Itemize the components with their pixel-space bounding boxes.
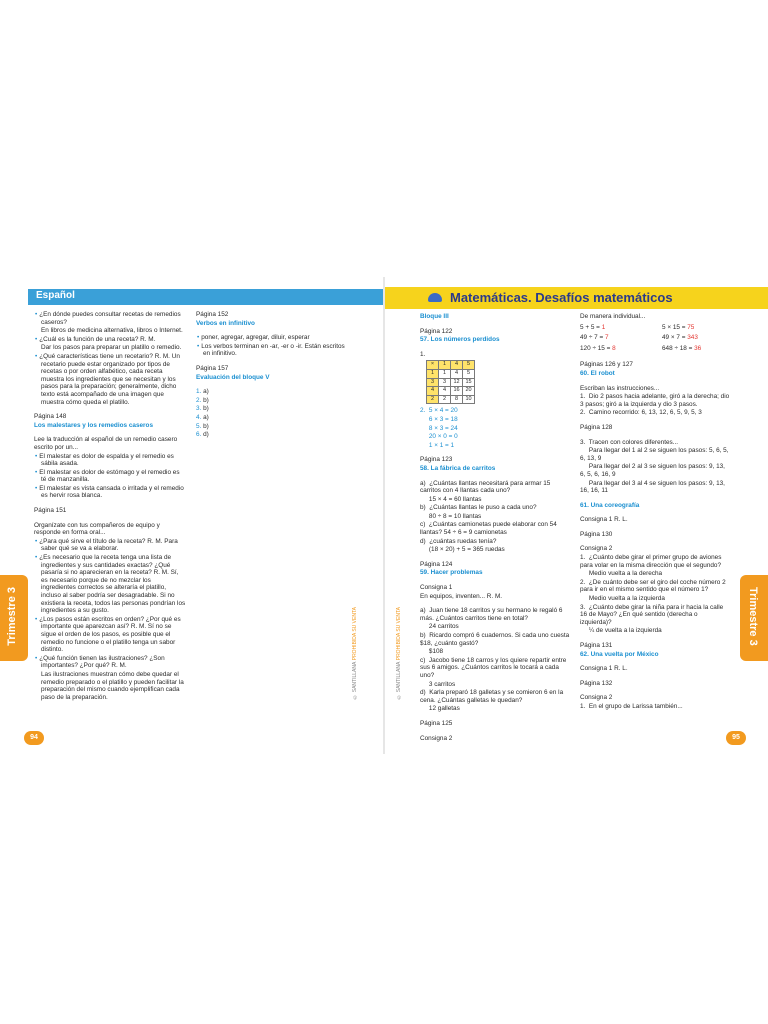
section-heading: 60. El robot	[580, 369, 615, 377]
equation-result: 7	[605, 334, 609, 342]
table-cell: 12	[451, 378, 463, 387]
table-cell: 4	[439, 387, 451, 396]
text-line: Medio vuelta a la derecha	[580, 570, 663, 578]
spanish-header-title: Español	[36, 290, 75, 301]
answer-item	[196, 405, 346, 413]
left-trimester-label: Trimestre 3	[6, 587, 18, 646]
math-header-title: Matemáticas. Desafíos matemáticos	[450, 290, 673, 305]
text-line: 1. En el grupo de Larissa también...	[580, 702, 683, 710]
left-vertical-credit: © SANTILLANA PROHIBIDA SU VENTA	[352, 607, 358, 700]
text-line: Escriban las instrucciones...	[580, 384, 660, 392]
text-line: (18 × 20) + 5 = 365 ruedas	[420, 546, 505, 554]
equation	[662, 324, 730, 332]
equation	[662, 334, 730, 342]
text-line: a) ¿Cuántas llantas necesitará para armar 15 carritos con 4 llantas cada uno?	[420, 479, 553, 495]
table-cell: 1	[439, 369, 451, 378]
text-line: 2. ¿De cuánto debe ser el giro del coche número 2 para ir en el mismo sentido que el número 1?	[580, 578, 728, 594]
book-spread	[0, 277, 768, 754]
section-heading: 61. Una coreografía	[580, 501, 640, 509]
equation	[580, 345, 648, 353]
answer-value: b)	[203, 422, 209, 430]
text-line: Consigna 1 R. L.	[580, 516, 628, 524]
answer-text: Dar los pasos para preparar un platillo o remedio.	[41, 344, 182, 352]
equation-expr: 120 ÷ 15 =	[580, 344, 613, 352]
text-line: 1.	[420, 350, 426, 358]
text-line: Consigna 2	[580, 694, 613, 702]
text-line: Página 151	[34, 507, 67, 515]
table-cell: 16	[451, 387, 463, 396]
text-line: 3 carritos	[420, 680, 456, 688]
equation-expr: 5 + 5 =	[580, 323, 602, 331]
text-line: Página 124	[420, 560, 453, 568]
bullet-item: • ¿Qué características tiene un recetario? R. M. Un recetario puede estar organizado por tipos de recetas o por orden alfabético, cada receta muestra los ingredientes que se necesitan y los pasos para la preparación; generalmente, dicho texto está acompañado de una imagen que muestra cómo queda el platillo.	[34, 353, 186, 406]
text-line: Medio vuelta a la izquierda	[580, 595, 665, 603]
bullet-item: • El malestar es dolor de estómago y el remedio es té de manzanilla.	[34, 469, 186, 484]
text-line: Para llegar del 2 al 3 se siguen los pasos: 9, 13, 6, 5, 6, 16, 9	[580, 463, 727, 478]
text-line: d) Karla preparó 18 galletas y se comieron 6 en la cena. ¿Cuántas galletas le quedan?	[420, 689, 565, 704]
text-line: 80 ÷ 8 = 10 llantas	[420, 512, 482, 520]
text-line: 3. Tracen con colores diferentes...	[580, 438, 679, 446]
math-header	[384, 287, 768, 309]
text-line: Consigna 1 R. L.	[580, 665, 628, 673]
text-line: Página 123	[420, 456, 453, 464]
left-column-1	[34, 311, 186, 702]
math-line: 1 × 1 = 1	[420, 441, 455, 449]
section-heading: Verbos en infinitivo	[196, 319, 255, 327]
text-line: Página 125	[420, 719, 453, 727]
bullet-item: • ¿Qué función tienen las ilustraciones? ¿Son importantes? ¿Por qué? R. M.	[34, 655, 186, 670]
section-heading: 58. La fábrica de carritos	[420, 464, 496, 472]
text-line: Organízate con tus compañeros de equipo y responde en forma oral...	[34, 521, 162, 537]
section-heading: Bloque III	[420, 313, 449, 320]
text-line: 1. ¿Cuánto debe girar el primer grupo de aviones para volar en la misma dirección que el segundo?	[580, 554, 724, 569]
text-line: 2. Camino recorrido: 6, 13, 12, 6, 5, 9, 5, 3	[580, 409, 702, 417]
equations-block	[580, 324, 730, 353]
right-trimester-tab	[740, 575, 768, 661]
answer-text: Las ilustraciones muestran cómo debe quedar el remedio preparado o el platillo y pueden facilitar la preparación del mismo cuando ejemplifican cada paso de la preparación.	[41, 670, 184, 701]
table-cell: 8	[451, 395, 463, 404]
equation-result: 36	[694, 344, 702, 352]
answer-value: d)	[203, 431, 209, 439]
answer-item	[196, 388, 346, 396]
section-heading: Evaluación del bloque V	[196, 373, 270, 381]
text-line: Consigna 2	[580, 545, 613, 553]
text-line: c) ¿Cuántas camionetas puede elaborar con 54 llantas? 54 ÷ 6 = 9 camionetas	[420, 521, 559, 537]
text-line: Lee la traducción al español de un remedio casero escrito por un...	[34, 436, 179, 451]
equation-row	[580, 345, 730, 353]
text-line: b) ¿Cuántas llantas le puso a cada uno?	[420, 504, 537, 512]
table-cell: ×	[427, 361, 439, 370]
table-cell: 10	[463, 395, 475, 404]
bullet-item: • ¿Para qué sirve el título de la receta? R. M. Para saber qué se va a elaborar.	[34, 538, 186, 553]
bullet-item: • poner, agregar, agregar, diluir, esperar	[196, 334, 346, 342]
answer-item	[196, 414, 346, 422]
equation-expr: 49 × 7 =	[662, 334, 688, 342]
math-header-icon	[428, 293, 442, 302]
text-line: Páginas 126 y 127	[580, 361, 633, 369]
right-vertical-credit: © SANTILLANA PROHIBIDA SU VENTA	[396, 607, 402, 700]
table-cell: 20	[463, 387, 475, 396]
text-line: Página 122	[420, 327, 453, 335]
answer-number: 1.	[196, 388, 204, 396]
answer-number: 6.	[196, 431, 204, 439]
table-cell: 1	[427, 369, 439, 378]
text-line: ¼ de vuelta a la izquierda	[580, 627, 662, 635]
answer-text: En libros de medicina alternativa, libros o Internet.	[41, 327, 183, 335]
text-line: 1. Dio 2 pasos hacia adelante, giró a la derecha; dio 3 pasos; giró a la izquierda y dio 3 pasos.	[580, 393, 731, 408]
text-line: Consigna 1	[420, 584, 453, 592]
right-trimester-label: Trimestre 3	[747, 587, 759, 646]
equation-row	[580, 334, 730, 342]
answer-item	[196, 397, 346, 405]
bullet-item: • Los verbos terminan en -ar, -er o -ir. Están escritos en infinitivo.	[196, 343, 346, 358]
answer-item	[196, 423, 346, 431]
left-column-2	[196, 311, 346, 440]
answer-number: 5.	[196, 422, 204, 430]
answer-number: 4.	[196, 413, 204, 421]
text-line: b) Ricardo compró 6 cuadernos. Si cada uno cuesta $18, ¿cuánto gastó?	[420, 632, 571, 647]
equation-result: 1	[601, 323, 606, 331]
text-line: En equipos, inventen... R. M.	[420, 592, 503, 600]
text-line: a) Juan tiene 18 carritos y su hermano le regaló 6 más. ¿Cuántos carritos tiene en total?	[420, 607, 565, 622]
math-line: 2. 5 × 4 = 20	[420, 407, 458, 415]
math-line: 8 × 3 = 24	[420, 424, 458, 432]
text-line: 12 galletas	[420, 705, 460, 713]
bullet-item: • El malestar es vista cansada o irritada y el remedio es hervir rosa blanca.	[34, 485, 186, 500]
book-gutter	[383, 277, 385, 754]
text-line: 24 carritos	[420, 623, 459, 631]
text-line: Para llegar del 1 al 2 se siguen los pasos: 5, 6, 5, 6, 13, 9	[580, 447, 731, 462]
equation-row	[580, 324, 730, 332]
equation-expr: 49 ÷ 7 =	[580, 334, 606, 342]
section-heading: 57. Los números perdidos	[420, 336, 500, 344]
bullet-item: • ¿En dónde puedes consultar recetas de remedios caseros?	[34, 311, 186, 326]
text-line: Página 128	[580, 423, 613, 431]
table-cell: 4	[451, 361, 463, 370]
table-cell: 1	[439, 361, 451, 370]
bullet-item: • ¿Los pasos están escritos en orden? ¿Por qué es importante que aparezcan así? R. M. Sí no se sigue el orden de los pasos, es posible que el remedio no funcione o el platillo tenga un sabor distinto.	[34, 616, 186, 654]
bullet-item: • ¿Es necesario que la receta tenga una lista de ingredientes y sus cantidades exactas? ¿Qué pasaría si no aparecieran en la receta? R. M. Sí, es necesario porque de no mezclar los ingredientes correctos se alteraría el platillo, incluso al saber podría ser desagradable. Si no existiera la receta, todos las personas pondrían los ingredientes a su gusto.	[34, 554, 186, 615]
equation	[580, 334, 648, 342]
multiplication-table	[426, 360, 475, 404]
table-cell: 3	[427, 378, 439, 387]
left-page-number: 94	[24, 731, 44, 745]
bullet-item: • ¿Cuál es la función de una receta? R. M.	[34, 336, 186, 344]
text-line: d) ¿cuántas ruedas tenía?	[420, 537, 497, 545]
answer-item	[196, 431, 346, 439]
table-cell: 4	[427, 387, 439, 396]
table-cell: 5	[463, 369, 475, 378]
text-line: Página 152	[196, 311, 229, 318]
equation	[580, 324, 648, 332]
equation-result: 343	[687, 334, 698, 342]
answer-value: b)	[203, 396, 209, 404]
equation-expr: 5 × 15 =	[662, 323, 688, 331]
text-line: 15 × 4 = 60 llantas	[420, 495, 482, 503]
math-line: 20 × 0 = 0	[420, 433, 458, 441]
answer-value: b)	[203, 405, 209, 413]
right-column-1	[420, 313, 570, 743]
section-heading: 59. Hacer problemas	[420, 569, 483, 577]
table-cell: 4	[451, 369, 463, 378]
math-line: 6 × 3 = 18	[420, 415, 458, 423]
text-line: 3. ¿Cuánto debe girar la niña para ir hacia la calle 16 de Mayo? ¿En qué sentido (derecha o izquierda)?	[580, 603, 725, 626]
equation	[662, 345, 730, 353]
equation-result: 8	[612, 344, 616, 352]
text-line: Para llegar del 3 al 4 se siguen los pasos: 9, 13, 16, 16, 11	[580, 479, 727, 495]
section-heading: 62. Una vuelta por México	[580, 650, 659, 658]
table-cell: 3	[439, 378, 451, 387]
left-page	[0, 277, 384, 754]
text-line: De manera individual...	[580, 313, 646, 320]
table-cell: 2	[427, 395, 439, 404]
text-line: Página 131	[580, 642, 613, 649]
table-cell: 15	[463, 378, 475, 387]
text-line: Página 130	[580, 530, 613, 538]
bullet-item: • El malestar es dolor de espalda y el remedio es sábila asada.	[34, 453, 186, 468]
spanish-header	[28, 289, 384, 305]
right-page-number: 95	[726, 731, 746, 745]
right-column-2	[580, 313, 730, 712]
answer-number: 3.	[196, 405, 204, 413]
text-line: Consigna 2	[420, 734, 453, 742]
text-line: Página 148	[34, 413, 67, 421]
right-page	[384, 277, 768, 754]
text-line: Página 157	[196, 364, 229, 372]
left-trimester-tab	[0, 575, 28, 661]
table-cell: 5	[463, 361, 475, 370]
text-line: Página 132	[580, 679, 613, 687]
equation-result: 75	[687, 323, 695, 331]
table-cell: 2	[439, 395, 451, 404]
answer-value: a)	[203, 413, 209, 421]
section-heading: Los malestares y los remedios caseros	[34, 421, 154, 429]
answer-number: 2.	[196, 396, 204, 404]
text-line: $108	[420, 648, 444, 656]
equation-expr: 648 ÷ 18 =	[662, 344, 695, 352]
answer-value: a)	[203, 388, 209, 396]
text-line: c) Jacobo tiene 18 carros y los quiere repartir entre sus 6 amigos. ¿Cuántos carritos le tocará a cada uno?	[420, 656, 569, 679]
